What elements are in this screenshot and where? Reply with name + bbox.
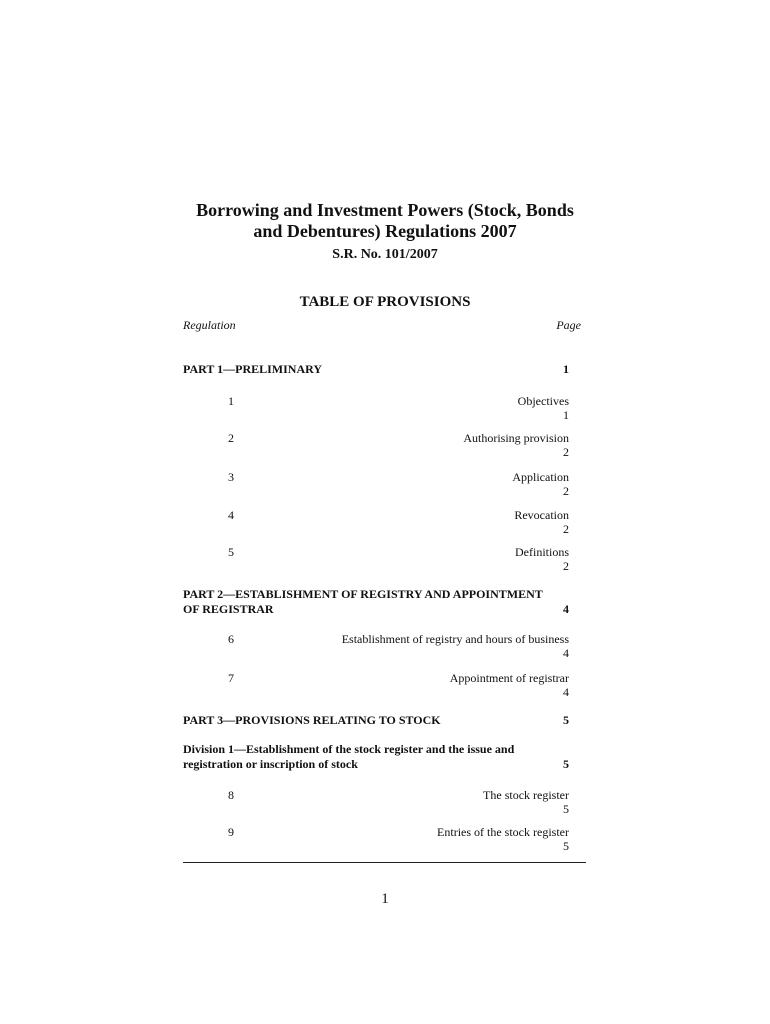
toc-entry bbox=[183, 431, 569, 459]
column-label-page: Page bbox=[556, 318, 581, 332]
toc-entry bbox=[183, 825, 569, 853]
part-page-number: 5 bbox=[563, 713, 569, 727]
regulation-page-number: 2 bbox=[563, 559, 569, 573]
regulation-number: 8 bbox=[228, 788, 234, 802]
regulation-title: Establishment of registry and hours of business bbox=[341, 632, 569, 646]
title-line-2: and Debentures) Regulations 2007 bbox=[253, 221, 517, 241]
toc-heading: TABLE OF PROVISIONS bbox=[299, 294, 471, 310]
regulation-page-number: 5 bbox=[563, 802, 569, 816]
statutory-rule-number: S.R. No. 101/2007 bbox=[332, 247, 438, 262]
regulation-page-number: 1 bbox=[563, 408, 569, 422]
footer-rule bbox=[183, 862, 586, 863]
document-title bbox=[0, 200, 770, 242]
regulation-number: 2 bbox=[228, 431, 234, 445]
title-line-1: Borrowing and Investment Powers (Stock, Bonds bbox=[196, 200, 574, 220]
part-page-number: 4 bbox=[563, 602, 569, 616]
regulation-title: The stock register bbox=[483, 788, 569, 802]
regulation-number: 4 bbox=[228, 508, 234, 522]
toc-entry bbox=[183, 394, 569, 422]
regulation-number: 9 bbox=[228, 825, 234, 839]
regulation-title: Application bbox=[512, 470, 569, 484]
regulation-title: Definitions bbox=[515, 545, 569, 559]
footer-page-number: 1 bbox=[381, 891, 389, 907]
regulation-number: 1 bbox=[228, 394, 234, 408]
toc-entry bbox=[183, 508, 569, 536]
part-title: PART 1—PRELIMINARY bbox=[183, 362, 323, 376]
toc-division-heading bbox=[183, 742, 569, 772]
toc-entry bbox=[183, 632, 569, 660]
regulation-page-number: 4 bbox=[563, 646, 569, 660]
regulation-page-number: 5 bbox=[563, 839, 569, 853]
division-title: Division 1—Establishment of the stock register and the issue and registration or inscription of stock bbox=[183, 742, 515, 771]
part-title: PART 3—PROVISIONS RELATING TO STOCK bbox=[183, 713, 441, 727]
part-page-number: 1 bbox=[563, 362, 569, 376]
toc-entry bbox=[183, 470, 569, 498]
toc-entry bbox=[183, 545, 569, 573]
toc-entry bbox=[183, 788, 569, 816]
column-label-regulation: Regulation bbox=[183, 318, 236, 332]
toc-part-heading bbox=[183, 713, 569, 728]
regulation-number: 3 bbox=[228, 470, 234, 484]
regulation-title: Objectives bbox=[517, 394, 569, 408]
regulation-number: 6 bbox=[228, 632, 234, 646]
regulation-page-number: 2 bbox=[563, 522, 569, 536]
division-page-number: 5 bbox=[563, 757, 569, 771]
toc-part-heading bbox=[183, 587, 569, 617]
regulation-title: Appointment of registrar bbox=[449, 671, 569, 685]
regulation-page-number: 2 bbox=[563, 484, 569, 498]
part-title: PART 2—ESTABLISHMENT OF REGISTRY AND APPOINTMENT OF REGISTRAR bbox=[183, 587, 543, 616]
regulation-title: Revocation bbox=[514, 508, 569, 522]
regulation-page-number: 2 bbox=[563, 445, 569, 459]
regulation-page-number: 4 bbox=[563, 685, 569, 699]
regulation-title: Authorising provision bbox=[463, 431, 569, 445]
toc-entry bbox=[183, 671, 569, 699]
toc-part-heading bbox=[183, 362, 569, 377]
regulation-title: Entries of the stock register bbox=[437, 825, 569, 839]
regulation-number: 5 bbox=[228, 545, 234, 559]
regulation-number: 7 bbox=[228, 671, 234, 685]
